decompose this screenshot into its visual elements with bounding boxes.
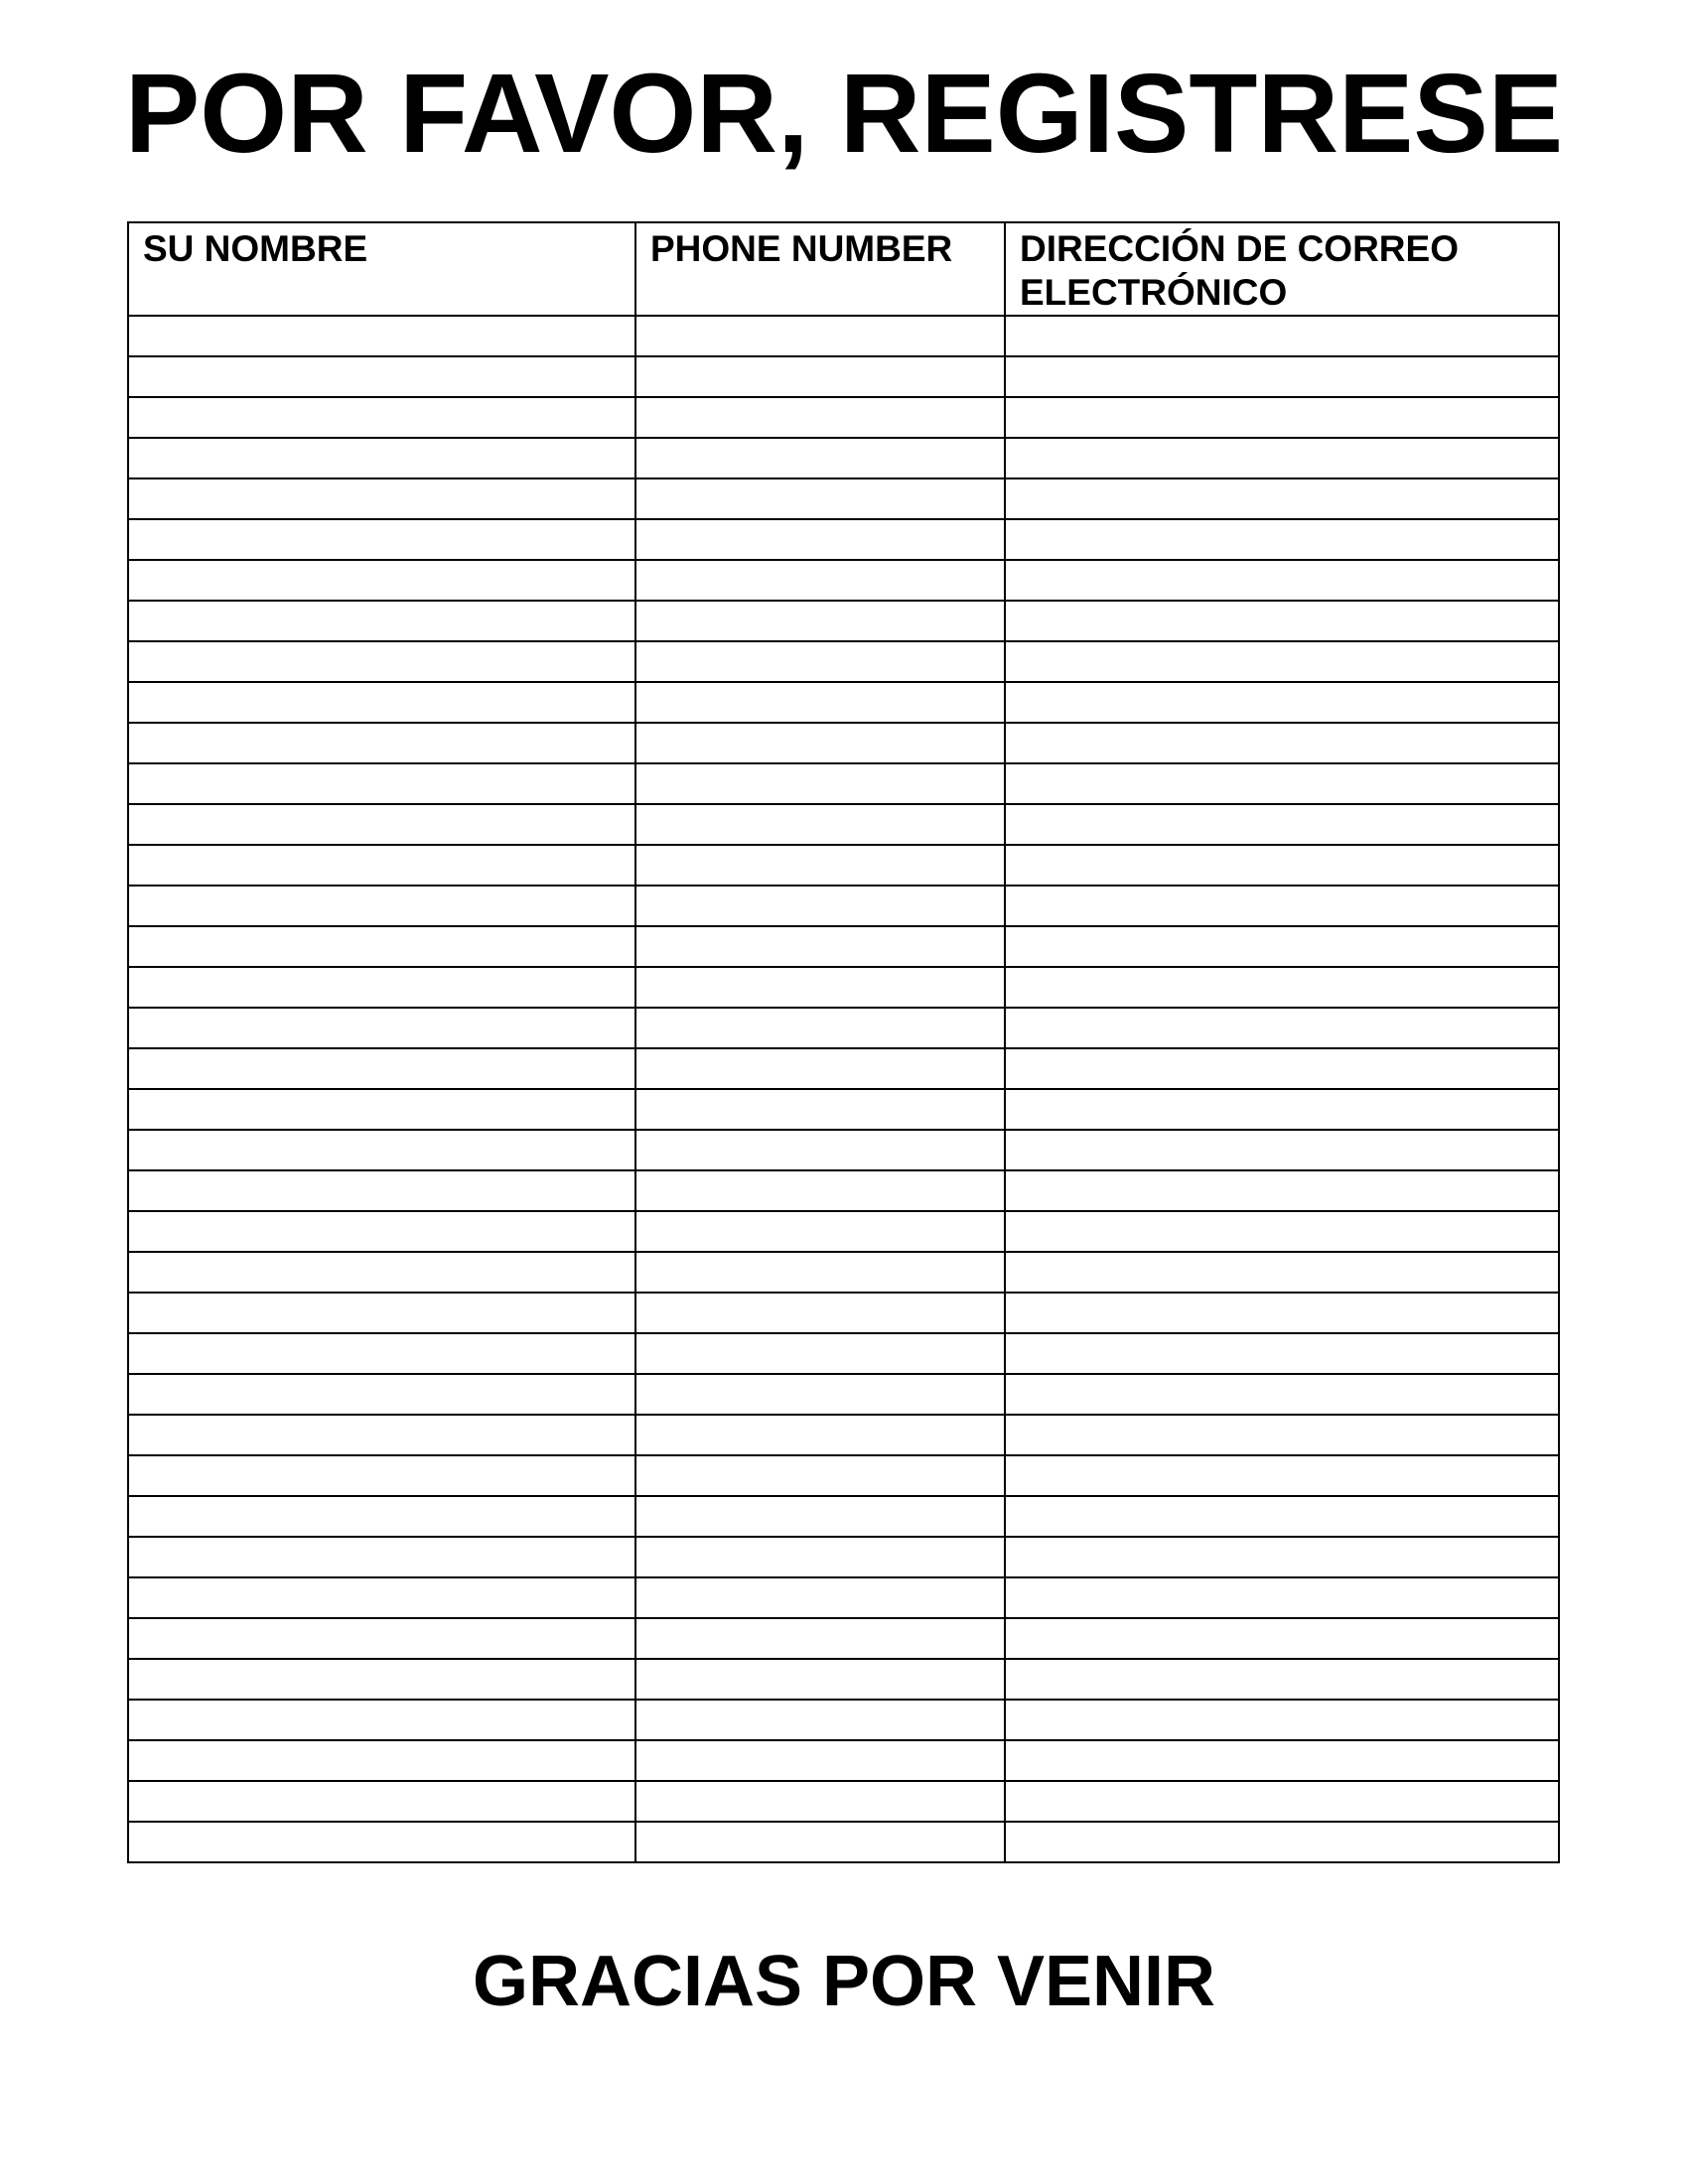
email-cell[interactable] (1005, 316, 1559, 356)
phone-cell[interactable] (635, 682, 1005, 723)
phone-cell[interactable] (635, 1781, 1005, 1822)
email-cell[interactable] (1005, 967, 1559, 1008)
table-row (128, 1537, 1559, 1577)
table-row (128, 845, 1559, 886)
phone-cell[interactable] (635, 1740, 1005, 1781)
email-cell[interactable] (1005, 1618, 1559, 1659)
table-row (128, 1170, 1559, 1211)
table-row (128, 1822, 1559, 1862)
table-row (128, 1211, 1559, 1252)
phone-cell[interactable] (635, 560, 1005, 601)
name-cell[interactable] (128, 723, 635, 763)
table-row (128, 1700, 1559, 1740)
phone-cell[interactable] (635, 478, 1005, 519)
email-cell[interactable] (1005, 1781, 1559, 1822)
email-cell[interactable] (1005, 1496, 1559, 1537)
email-cell[interactable] (1005, 1415, 1559, 1455)
name-cell[interactable] (128, 1781, 635, 1822)
name-cell[interactable] (128, 1293, 635, 1333)
email-cell[interactable] (1005, 1455, 1559, 1496)
phone-cell[interactable] (635, 804, 1005, 845)
name-cell[interactable] (128, 397, 635, 438)
name-cell[interactable] (128, 845, 635, 886)
email-cell[interactable] (1005, 1252, 1559, 1293)
email-cell[interactable] (1005, 641, 1559, 682)
name-cell[interactable] (128, 1577, 635, 1618)
header-row (128, 222, 1559, 316)
name-cell[interactable] (128, 1496, 635, 1537)
phone-cell[interactable] (635, 1374, 1005, 1415)
name-cell[interactable] (128, 1048, 635, 1089)
name-cell[interactable] (128, 478, 635, 519)
phone-cell[interactable] (635, 1211, 1005, 1252)
table-row (128, 560, 1559, 601)
table-row (128, 1130, 1559, 1170)
phone-cell[interactable] (635, 1537, 1005, 1577)
name-cell[interactable] (128, 1333, 635, 1374)
phone-cell[interactable] (635, 1618, 1005, 1659)
email-cell[interactable] (1005, 397, 1559, 438)
name-cell[interactable] (128, 1008, 635, 1048)
table-row (128, 356, 1559, 397)
table-row (128, 1455, 1559, 1496)
phone-cell[interactable] (635, 1700, 1005, 1740)
phone-cell[interactable] (635, 723, 1005, 763)
phone-cell[interactable] (635, 763, 1005, 804)
phone-cell[interactable] (635, 1008, 1005, 1048)
name-cell[interactable] (128, 1700, 635, 1740)
table-row (128, 519, 1559, 560)
name-cell[interactable] (128, 356, 635, 397)
email-cell[interactable] (1005, 356, 1559, 397)
email-cell[interactable] (1005, 804, 1559, 845)
table-row (128, 1048, 1559, 1089)
name-cell[interactable] (128, 1455, 635, 1496)
email-cell[interactable] (1005, 1089, 1559, 1130)
phone-cell[interactable] (635, 1170, 1005, 1211)
page-title: POR FAVOR, REGISTRESE (124, 51, 1564, 176)
email-cell[interactable] (1005, 1293, 1559, 1333)
table-row (128, 397, 1559, 438)
name-cell[interactable] (128, 1252, 635, 1293)
table-row (128, 601, 1559, 641)
table-row (128, 316, 1559, 356)
phone-cell[interactable] (635, 1577, 1005, 1618)
phone-cell[interactable] (635, 1089, 1005, 1130)
phone-cell[interactable] (635, 316, 1005, 356)
email-cell[interactable] (1005, 1740, 1559, 1781)
table-row (128, 763, 1559, 804)
email-cell[interactable] (1005, 1659, 1559, 1700)
name-cell[interactable] (128, 804, 635, 845)
name-cell[interactable] (128, 1415, 635, 1455)
name-cell[interactable] (128, 641, 635, 682)
email-cell[interactable] (1005, 1374, 1559, 1415)
table-row (128, 1008, 1559, 1048)
phone-cell[interactable] (635, 1415, 1005, 1455)
email-cell[interactable] (1005, 438, 1559, 478)
email-cell[interactable] (1005, 1700, 1559, 1740)
phone-cell[interactable] (635, 926, 1005, 967)
name-cell[interactable] (128, 1374, 635, 1415)
email-cell[interactable] (1005, 1008, 1559, 1048)
name-cell[interactable] (128, 1130, 635, 1170)
phone-cell[interactable] (635, 1455, 1005, 1496)
name-cell[interactable] (128, 601, 635, 641)
table-row (128, 1740, 1559, 1781)
phone-cell[interactable] (635, 845, 1005, 886)
name-cell[interactable] (128, 560, 635, 601)
phone-cell[interactable] (635, 438, 1005, 478)
table-row (128, 967, 1559, 1008)
phone-cell[interactable] (635, 967, 1005, 1008)
name-cell[interactable] (128, 1618, 635, 1659)
name-cell[interactable] (128, 1740, 635, 1781)
email-cell[interactable] (1005, 519, 1559, 560)
table-body (128, 316, 1559, 1862)
phone-cell[interactable] (635, 1130, 1005, 1170)
email-cell[interactable] (1005, 560, 1559, 601)
table-row (128, 1577, 1559, 1618)
email-cell[interactable] (1005, 763, 1559, 804)
email-cell[interactable] (1005, 1048, 1559, 1089)
email-cell[interactable] (1005, 1170, 1559, 1211)
column-header-email: DIRECCIÓN DE CORREO ELECTRÓNICO (1005, 222, 1559, 316)
table-row (128, 1293, 1559, 1333)
phone-cell[interactable] (635, 1293, 1005, 1333)
email-cell[interactable] (1005, 926, 1559, 967)
email-cell[interactable] (1005, 1130, 1559, 1170)
phone-cell[interactable] (635, 1048, 1005, 1089)
table-row (128, 1618, 1559, 1659)
table-row (128, 804, 1559, 845)
name-cell[interactable] (128, 438, 635, 478)
email-cell[interactable] (1005, 601, 1559, 641)
phone-cell[interactable] (635, 1659, 1005, 1700)
email-cell[interactable] (1005, 845, 1559, 886)
table-row (128, 1089, 1559, 1130)
name-cell[interactable] (128, 1089, 635, 1130)
phone-cell[interactable] (635, 1822, 1005, 1862)
name-cell[interactable] (128, 519, 635, 560)
phone-cell[interactable] (635, 519, 1005, 560)
name-cell[interactable] (128, 926, 635, 967)
name-cell[interactable] (128, 1822, 635, 1862)
table-row (128, 1781, 1559, 1822)
phone-cell[interactable] (635, 1496, 1005, 1537)
email-cell[interactable] (1005, 723, 1559, 763)
name-cell[interactable] (128, 682, 635, 723)
email-cell[interactable] (1005, 1577, 1559, 1618)
table-row (128, 682, 1559, 723)
table-row (128, 478, 1559, 519)
phone-cell[interactable] (635, 641, 1005, 682)
name-cell[interactable] (128, 886, 635, 926)
email-cell[interactable] (1005, 1333, 1559, 1374)
table-row (128, 1252, 1559, 1293)
phone-cell[interactable] (635, 356, 1005, 397)
signup-table (127, 221, 1560, 1863)
email-cell[interactable] (1005, 1822, 1559, 1862)
footer-message: GRACIAS POR VENIR (472, 1942, 1216, 2021)
table-row (128, 438, 1559, 478)
email-cell[interactable] (1005, 1211, 1559, 1252)
phone-cell[interactable] (635, 886, 1005, 926)
name-cell[interactable] (128, 1659, 635, 1700)
email-cell[interactable] (1005, 682, 1559, 723)
name-cell[interactable] (128, 1537, 635, 1577)
phone-cell[interactable] (635, 1333, 1005, 1374)
table-row (128, 1415, 1559, 1455)
table-row (128, 1333, 1559, 1374)
table-row (128, 1659, 1559, 1700)
email-cell[interactable] (1005, 886, 1559, 926)
name-cell[interactable] (128, 1211, 635, 1252)
phone-cell[interactable] (635, 1252, 1005, 1293)
table-row (128, 1496, 1559, 1537)
name-cell[interactable] (128, 1170, 635, 1211)
name-cell[interactable] (128, 316, 635, 356)
table-row (128, 723, 1559, 763)
table-row (128, 1374, 1559, 1415)
email-cell[interactable] (1005, 478, 1559, 519)
table-row (128, 926, 1559, 967)
phone-cell[interactable] (635, 397, 1005, 438)
table-row (128, 641, 1559, 682)
column-header-phone: PHONE NUMBER (635, 222, 1005, 316)
email-cell[interactable] (1005, 1537, 1559, 1577)
name-cell[interactable] (128, 763, 635, 804)
name-cell[interactable] (128, 967, 635, 1008)
phone-cell[interactable] (635, 601, 1005, 641)
column-header-name: SU NOMBRE (128, 222, 635, 316)
table-row (128, 886, 1559, 926)
